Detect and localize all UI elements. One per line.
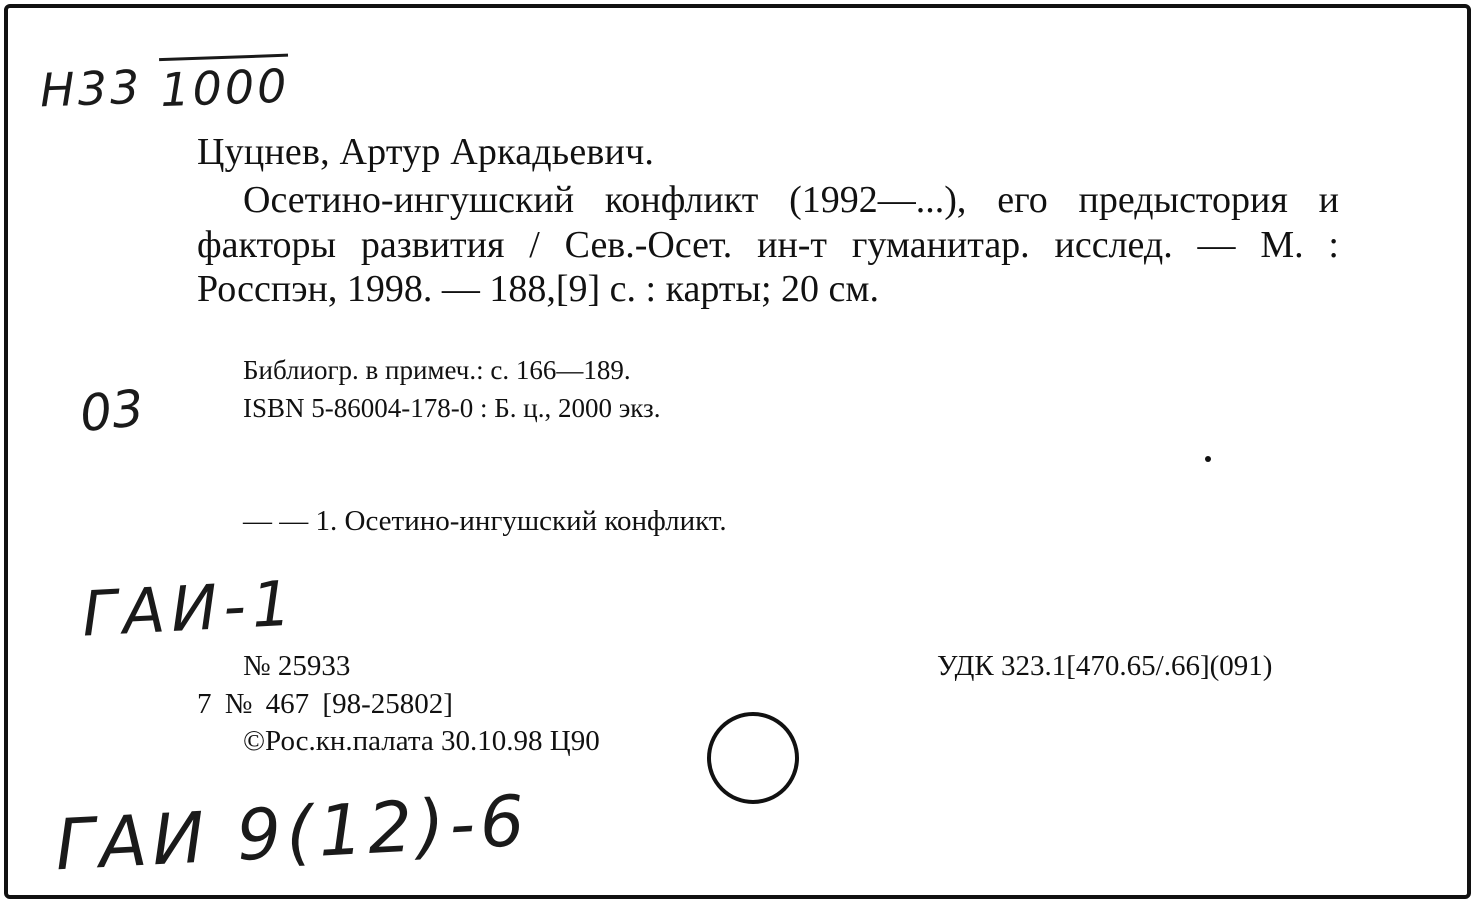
bibliography-note: Библиогр. в примеч.: с. 166—189.: [243, 355, 631, 385]
subject-heading: — — 1. Осетино-ингушский конфликт.: [243, 505, 727, 537]
shelfmark-text: H33: [39, 59, 144, 118]
handwritten-gai-1: ГАИ-1: [80, 566, 299, 651]
speck-dot: [1205, 456, 1211, 462]
shelfmark-fraction: 1000: [159, 54, 290, 113]
title-description: Осетино-ингушский конфликт (1992—...), его предыстория и факторы развития / Сев.-Осет. ин-т гуманитар. исслед. — М. : Росспэн, 1998. — 188,[9] с. : карты; 20 см.: [197, 179, 1339, 310]
copyright-line: ©Рос.кн.палата 30.10.98 Ц90: [243, 725, 600, 757]
registration-number: 7 № 467 [98-25802]: [197, 688, 453, 720]
author-heading: Цуцнев, Артур Аркадьевич.: [197, 131, 655, 173]
punch-hole: [707, 712, 799, 804]
isbn-line: ISBN 5-86004-178-0 : Б. ц., 2000 экз.: [243, 393, 661, 423]
card-number: № 25933: [243, 650, 351, 682]
handwritten-gai-2: ГАИ 9(12)-6: [53, 779, 532, 887]
handwritten-shelfmark: [39, 54, 290, 118]
udk-code: УДК 323.1[470.65/.66](091): [937, 650, 1273, 682]
handwritten-code: 03: [77, 378, 147, 444]
